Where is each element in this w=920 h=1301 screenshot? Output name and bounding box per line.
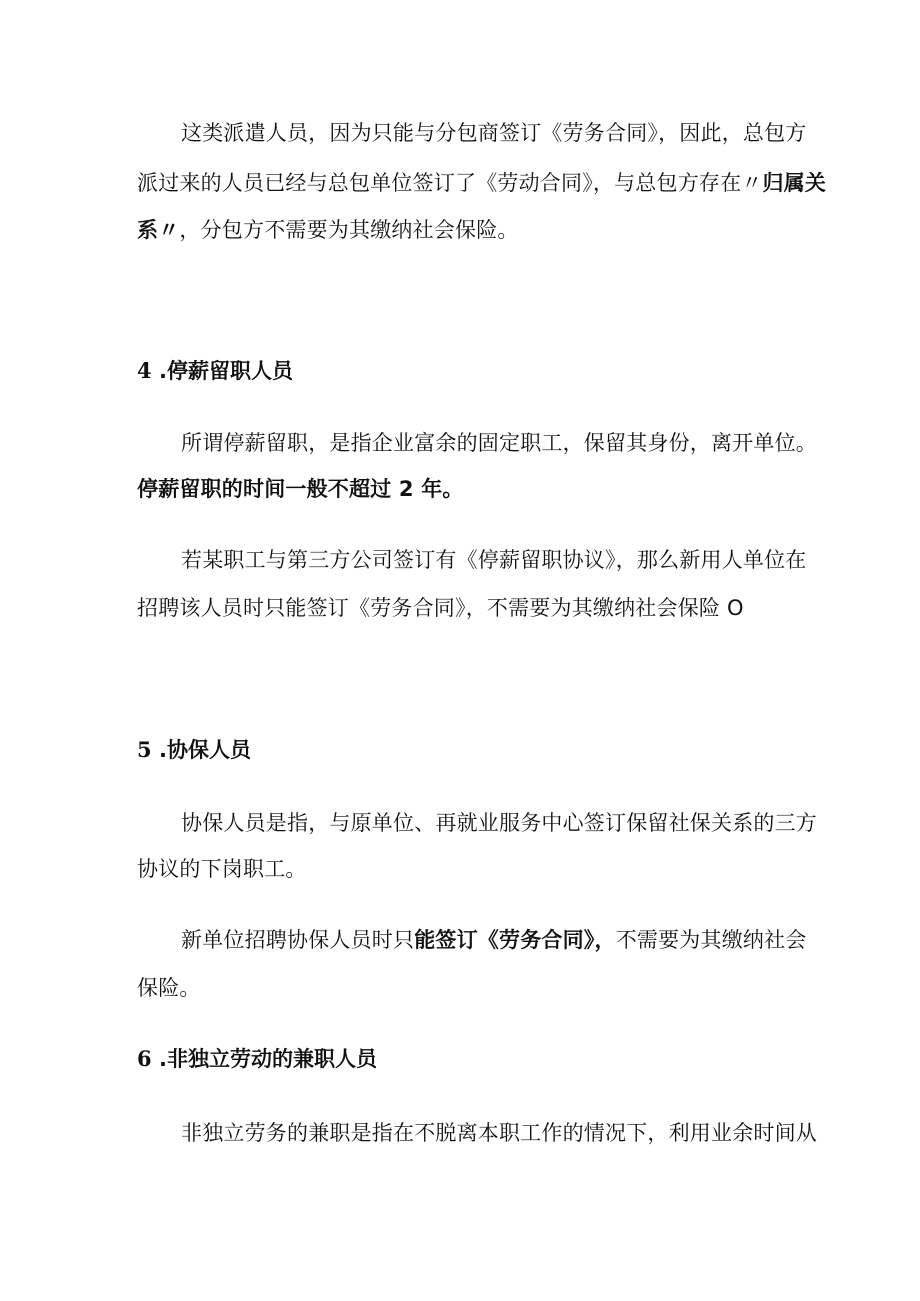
bold-text-run: 系〃 — [137, 218, 180, 242]
section-title: .协保人员 — [159, 738, 251, 762]
text-run: ，分包方不需要为其缴纳社会保险。 — [179, 218, 519, 242]
section-number: 6 — [137, 1046, 152, 1071]
paragraph-line — [181, 925, 807, 955]
text-run: 新单位招聘协保人员时只 — [181, 928, 415, 952]
paragraph-line — [137, 168, 826, 198]
paragraph-line: 停薪留职的时间一般不超过 2 年。 — [137, 477, 464, 501]
paragraph-line — [137, 215, 519, 245]
section-heading — [137, 1044, 377, 1074]
bold-text-run: 归属关 — [762, 171, 827, 195]
paragraph-line: 保险。 — [137, 976, 201, 1000]
section-title: .停薪留职人员 — [159, 359, 293, 383]
paragraph-line: 协议的下岗职工。 — [137, 857, 307, 881]
section-heading — [137, 356, 293, 386]
paragraph-line: 这类派遣人员，因为只能与分包商签订《劳务合同》，因此，总包方 — [181, 121, 807, 145]
section-number: 5 — [137, 737, 152, 762]
paragraph-line: 非独立劳务的兼职是指在不脱离本职工作的情况下，利用业余时间从 — [181, 1121, 817, 1145]
section-heading — [137, 735, 251, 765]
paragraph-line: 若某职工与第三方公司签订有《停薪留职协议》，那么新用人单位在 — [181, 548, 807, 572]
paragraph-line: 协保人员是指，与原单位、再就业服务中心签订保留社保关系的三方 — [181, 811, 817, 835]
bold-text-run: 能签订《劳务合同》， — [414, 928, 616, 952]
paragraph-line: 招聘该人员时只能签订《劳务合同》，不需要为其缴纳社会保险 O — [137, 596, 744, 620]
section-number: 4 — [137, 358, 152, 383]
paragraph-line: 所谓停薪留职，是指企业富余的固定职工，保留其身份，离开单位。 — [181, 431, 817, 455]
section-title: .非独立劳动的兼职人员 — [159, 1047, 377, 1071]
text-run: 不需要为其缴纳社会 — [615, 928, 807, 952]
text-run: 派过来的人员已经与总包单位签订了《劳动合同》，与总包方存在〃 — [137, 171, 763, 195]
